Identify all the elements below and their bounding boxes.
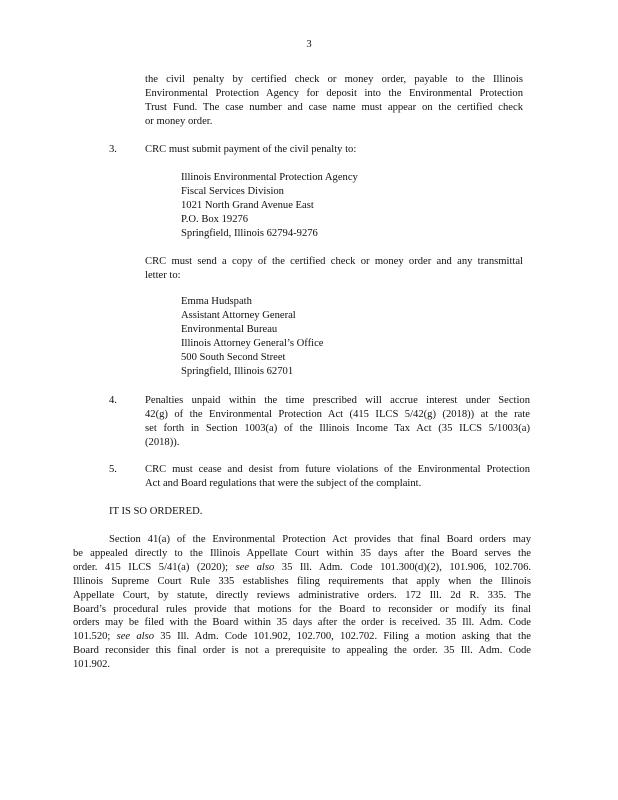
text-line: CRC must submit payment of the civil penalty to: <box>145 144 357 155</box>
text-line: be appealed directly to the Illinois Appellate Court within 35 days after the Board serves the <box>73 547 531 559</box>
address-line: Emma Hudspath <box>181 296 252 307</box>
citation-text: 101.520; <box>73 631 111 643</box>
address-line: Springfield, Illinois 62794-9276 <box>181 227 318 239</box>
text-line: 42(g) of the Environmental Protection Act (415 ILCS 5/42(g) (2018)) at the rate <box>145 408 530 420</box>
item-3-intro <box>145 143 356 157</box>
address-line: 1021 North Grand Avenue East <box>181 199 314 211</box>
text-line: Environmental Protection Agency for deposit into the Environmental Protection <box>145 87 523 99</box>
item-number-5: 5. <box>109 464 117 475</box>
item-number-4: 4. <box>109 395 117 406</box>
ordered-text: IT IS SO ORDERED. <box>109 506 203 517</box>
attorney-address <box>181 295 324 378</box>
payment-address <box>181 171 358 241</box>
text-line: or money order. <box>145 115 213 127</box>
copy-instruction <box>145 255 523 283</box>
address-line: P.O. Box 19276 <box>181 213 249 225</box>
text-line: the civil penalty by certified check or money order, payable to the Illinois <box>145 74 523 85</box>
item-4-text <box>145 394 530 450</box>
text-line: Act and Board regulations that were the subject of the complaint. <box>145 477 422 489</box>
continued-paragraph <box>145 73 523 129</box>
address-line: Environmental Bureau <box>181 323 278 335</box>
text-line: Penalties unpaid within the time prescribed will accrue interest under Section <box>145 395 530 406</box>
so-ordered <box>109 505 202 519</box>
text-line: CRC must send a copy of the certified check or money order and any transmittal <box>145 256 523 267</box>
signal-see-also: see also <box>116 631 155 643</box>
address-line: 500 South Second Street <box>181 351 286 363</box>
text-line: Board reconsider this final order is not a prerequisite to appealing the order. 35 Ill. Adm. Code <box>73 645 531 657</box>
address-line: Assistant Attorney General <box>181 309 296 321</box>
address-line: Illinois Attorney General’s Office <box>181 337 324 349</box>
text-line: set forth in Section 1003(a) of the Illinois Income Tax Act (35 ILCS 5/1003(a) <box>145 422 530 434</box>
item-number-3: 3. <box>109 144 117 155</box>
text-line: Illinois Supreme Court Rule 335 establishes filing requirements that apply when the Illinois <box>73 575 531 587</box>
text-line: 101.902. <box>73 659 111 671</box>
text-line: (2018)). <box>145 436 180 448</box>
appeal-paragraph <box>73 533 531 672</box>
page-number: 3 <box>306 39 312 50</box>
text-line: CRC must cease and desist from future violations of the Environmental Protection <box>145 464 530 475</box>
text-line <box>73 561 531 575</box>
signal-see-also: see also <box>235 561 275 573</box>
citation-text: 35 Ill. Adm. Code 101.902, 102.700, 102.702. Filing a motion asking that the <box>160 631 531 643</box>
address-line: Illinois Environmental Protection Agency <box>181 172 358 183</box>
address-line: Springfield, Illinois 62701 <box>181 365 294 377</box>
text-line: orders may be filed with the Board within 35 days after the order is received. 35 Ill. Adm. Code <box>73 617 531 629</box>
citation-text: 35 Ill. Adm. Code 101.300(d)(2), 101.906, 102.706. <box>281 561 532 573</box>
text-line: Appellate Court, by statute, directly reviews administrative orders. 172 Ill. 2d R. 335. The <box>73 589 531 601</box>
address-line: Fiscal Services Division <box>181 185 284 197</box>
text-line <box>73 630 531 644</box>
text-line: Board’s procedural rules provide that motions for the Board to reconsider or modify its final <box>73 603 531 615</box>
text-line: letter to: <box>145 269 181 281</box>
item-5-text <box>145 463 530 491</box>
text-line: Trust Fund. The case number and case name must appear on the certified check <box>145 101 523 113</box>
citation-text: order. 415 ILCS 5/41(a) (2020); <box>73 561 229 573</box>
text-line: Section 41(a) of the Environmental Protection Act provides that final Board orders may <box>109 534 531 545</box>
